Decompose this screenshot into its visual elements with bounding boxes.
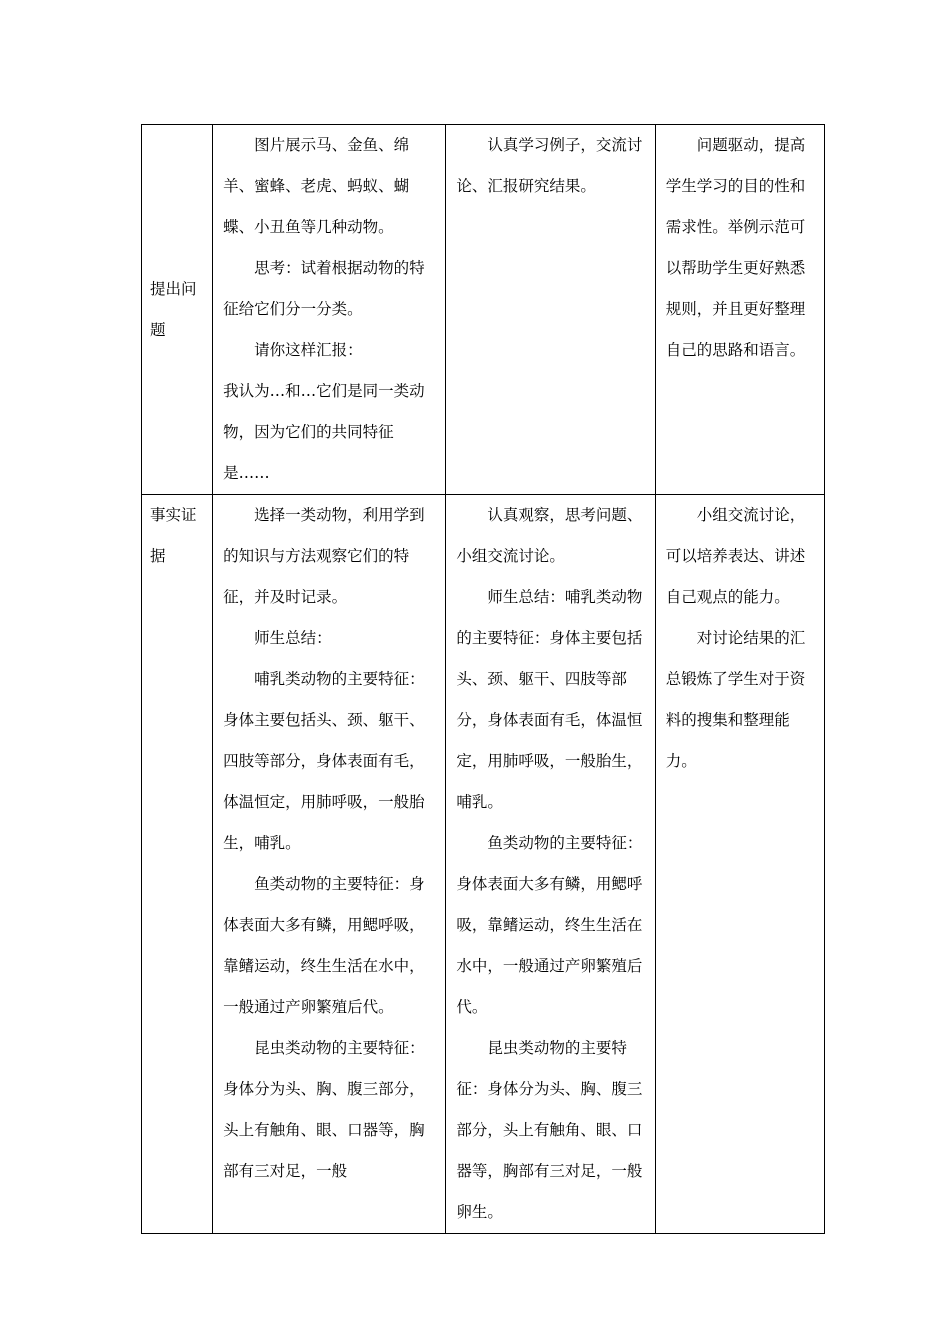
paragraph: 对讨论结果的汇总锻炼了学生对于资料的搜集和整理能力。 [665, 629, 806, 770]
table-row [142, 495, 825, 1234]
paragraph: 昆虫类动物的主要特征：身体分为头、胸、腹三部分，头上有触角、眼、口器等，胸部有三对足，一般卵生。 [456, 1039, 643, 1221]
paragraph: 鱼类动物的主要特征：身体表面大多有鳞，用鳃呼吸，靠鳍运动，终生生活在水中，一般通过产卵繁殖后代。 [456, 834, 643, 1016]
stage-label: 提出问题 [150, 279, 197, 339]
stage-label: 事实证据 [150, 506, 197, 565]
paragraph: 图片展示马、金鱼、绵羊、蜜蜂、老虎、蚂蚁、蝴蝶、小丑鱼等几种动物。 [223, 136, 410, 236]
paragraph: 选择一类动物，利用学到的知识与方法观察它们的特征，并及时记录。 [223, 506, 425, 606]
paragraph: 问题驱动，提高学生学习的目的性和需求性。举例示范可以帮助学生更好熟悉规则，并且更好整理自己的思路和语言。 [665, 136, 806, 359]
design-intent-cell [655, 125, 824, 495]
paragraph: 哺乳类动物的主要特征：身体主要包括头、颈、躯干、四肢等部分，身体表面有毛，体温恒定，用肺呼吸，一般胎生，哺乳。 [223, 670, 425, 852]
student-activity-cell [446, 495, 655, 1234]
paragraph: 请你这样汇报： [254, 341, 363, 359]
paragraph: 小组交流讨论，可以培养表达、讲述自己观点的能力。 [665, 506, 806, 606]
table-row [142, 125, 825, 495]
paragraph: 认真观察，思考问题、小组交流讨论。 [456, 506, 643, 565]
teacher-activity-cell [213, 125, 446, 495]
stage-cell [142, 125, 213, 495]
paragraph: 昆虫类动物的主要特征：身体分为头、胸、腹三部分，头上有触角、眼、口器等，胸部有三对足，一般 [223, 1039, 425, 1180]
stage-cell [142, 495, 213, 1234]
paragraph: 认真学习例子，交流讨论、汇报研究结果。 [456, 136, 643, 195]
teacher-activity-cell [213, 495, 446, 1234]
paragraph: 我认为…和…它们是同一类动物，因为它们的共同特征是…… [223, 382, 425, 482]
paragraph: 思考：试着根据动物的特征给它们分一分类。 [223, 259, 425, 318]
lesson-plan-table [141, 124, 825, 1234]
paragraph: 师生总结：哺乳类动物的主要特征：身体主要包括头、颈、躯干、四肢等部分，身体表面有毛，体温恒定，用肺呼吸，一般胎生，哺乳。 [456, 588, 643, 811]
student-activity-cell [446, 125, 655, 495]
paragraph: 师生总结： [254, 629, 332, 647]
paragraph: 鱼类动物的主要特征：身体表面大多有鳞，用鳃呼吸，靠鳍运动，终生生活在水中，一般通过产卵繁殖后代。 [223, 875, 425, 1016]
design-intent-cell [655, 495, 824, 1234]
